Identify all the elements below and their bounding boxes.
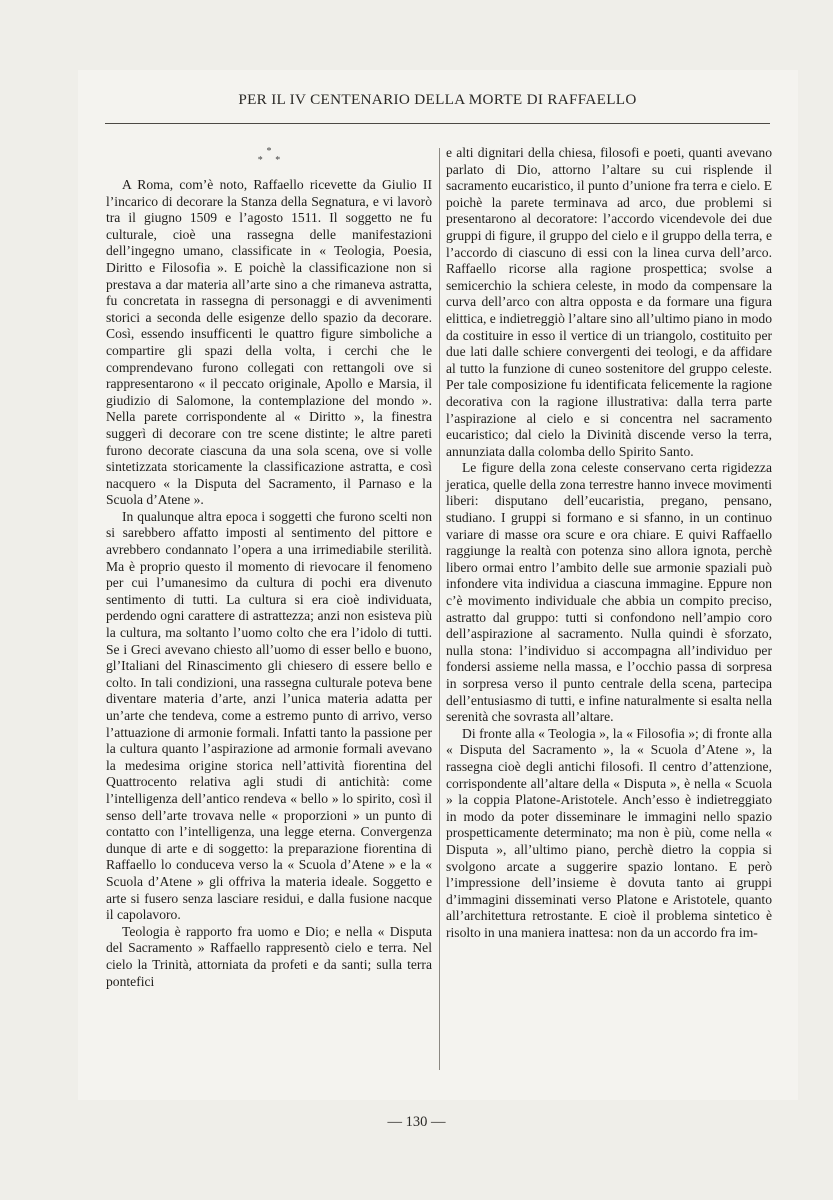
running-title: PER IL IV CENTENARIO DELLA MORTE DI RAFFAELLO (238, 91, 637, 108)
paragraph: Di fronte alla « Teologia », la « Filosofia »; di fronte alla « Disputa del Sacramento », la « Scuola d’Atene », la rassegna cioè degli antichi filosofi. Il centro d’attenzione, corrispondente all’altare della « Disputa », è nella « Scuola » la coppia Platone-Aristotele. Anch’esso è indietreggiato in modo da poter disseminare le immagini nello spazio prospetticamente determinato; ma non è più, come nella « Disputa », all’ultimo piano, perchè dietro la coppia si svolgono arcate a suggerire spazio lontano. E però l’impressione dell’insieme è dovuta tanto ai gruppi d’immagini disseminati verso Platone e Aristotele, quanto all’architettura retrostante. E cioè il problema sintetico è risolto in una maniera inattesa: non da un accordo fra im- (446, 725, 772, 940)
header-rule (105, 123, 770, 124)
paragraph: Teologia è rapporto fra uomo e Dio; e nella « Disputa del Sacramento » Raffaello rappresentò cielo e terra. Nel cielo la Trinità, attorniata da profeti e da santi; sulla terra pontefici (106, 923, 432, 989)
asterism-bottom: * * (257, 155, 281, 166)
paragraph: e alti dignitari della chiesa, filosofi e poeti, quanti avevano parlato di Dio, attorno l’altare su cui risplende il sacramento eucaristico, il punto d’unione fra terra e cielo. E poichè la parete terminava ad arco, due problemi si presentarono al decoratore: l’accordo vicendevole dei due gruppi di figure, il gruppo del cielo e il gruppo della terra, e l’accordo di ciascuno di essi con la linea curva dell’arco. Raffaello ricorse alla ragione prospettica; svolse a semicerchio la schiera celeste, in modo da compensare la curva dell’arco con altra opposta e da formare una figura elittica, e indietreggiò l’altare sino all’ultimo piano in modo da costituire in esso il vertice di un triangolo, costituito per due lati dalle schiere convergenti dei teologi, e da affidare al tutto la funzione di cuneo sostenitore del gruppo celeste. Per tale composizione fu identificata felicemente la ragione decorativa con la ragione illustrativa: dalla terra parte l’aspirazione al cielo e si concentra nel sacramento eucaristico; dal cielo la Divinità discende verso la terra, annunziata dalla colomba dello Spirito Santo. (446, 145, 772, 459)
right-column (446, 145, 772, 942)
asterism-ornament (106, 145, 432, 177)
left-column (106, 145, 432, 990)
paragraph: A Roma, com’è noto, Raffaello ricevette da Giulio II l’incarico di decorare la Stanza della Segnatura, e vi lavorò tra il giugno 1509 e l’agosto 1511. Il soggetto ne fu culturale, cioè una rassegna delle manifestazioni dell’ingegno umano, classificate in « Teologia, Poesia, Diritto e Filosofia ». E poichè la classificazione non si prestava a dar materia all’arte sino a che rimaneva astratta, fu concretata in rassegna di personaggi e di avvenimenti storici a seconda delle esigenze dello spazio da decorare. Così, essendo insufficenti le quattro figure simboliche a compartire gli spazi della volta, i cerchi che le comprendevano furono collegati con rettangoli ove si rappresentarono « il peccato originale, Apollo e Marsia, il giudizio di Salomone, la contemplazione del mondo ». Nella parete corrispondente al « Diritto », la finestra suggerì di decorare con tre scene distinte; le altre pareti furono decorate ciascuna da una sola scena, ove si volle sintetizzata storicamente la classificazione astratta, e così nacquero « la Disputa del Sacramento, il Parnaso e la Scuola d’Atene ». (106, 177, 432, 508)
paragraph: Le figure della zona celeste conservano certa rigidezza jeratica, quelle della zona terrestre hanno invece movimenti liberi: disputano dell’eucaristia, pregano, pensano, studiano. I gruppi si formano e si sfanno, in un continuo variare di masse ora scure e ora chiare. E quivi Raffaello raggiunge la realtà con potenza sino allora ignota, perchè libero ormai entro l’ambito delle sue armonie spaziali può infondere vita individua a ciascuna immagine. Eppure non c’è movimento individuale che abbia un compito preciso, astratto dal gruppo: tutti si confondono nell’ampio coro dell’aspirazione al sacramento. Nulla quindi è sforzato, nulla stona: l’individuo si accompagna all’individuo per fondersi assieme nella massa, e l’occhio passa di sorpresa in sorpresa verso il punto centrale della scena, partecipa dell’entusiasmo di tutti, e infine naturalmente si esalta nella serenità che sovrasta all’altare. (446, 460, 772, 725)
page-number: — 130 — (387, 1114, 446, 1130)
column-divider (439, 148, 440, 1070)
asterism-top: * (266, 146, 272, 157)
paragraph: In qualunque altra epoca i soggetti che furono scelti non si sarebbero affatto imposti al sentimento del pittore e avrebbero condannato l’opera a una irrimediabile sterilità. Ma è proprio questo il momento di rievocare il fenomeno per cui l’umanesimo da cultura di pochi era divenuto sentimento di tutti. La cultura si era cioè individuata, perdendo ogni carattere di astrattezza; anzi non esisteva più la cultura, ma soltanto l’uomo colto che era l’idolo di tutti. Se i Greci avevano chiesto all’uomo di esser bello e buono, gl’Italiani del Rinascimento gli chiesero di essere bello e colto. In tali condizioni, una rassegna culturale poteva bene diventare materia d’arte, anzi l’unica materia adatta per un’arte che tendeva, come a estremo punto di arrivo, verso l’attuazione di armonie formali. Infatti tanto la passione per la cultura quanto l’aspirazione ad armonie formali avevano la medesima origine storica nell’attività fiorentina del Quattrocento relativa agli studi di antichità: come l’intelligenza dell’antico rendeva « bello » lo spirito, così il senso dell’arte trovava nelle « proporzioni » un punto di contatto con l’intelligenza, una legge eterna. Convergenza dunque di arte e di soggetto: la preparazione fiorentina di Raffaello lo conduceva verso la « Scuola d’Atene » e la « Scuola d’Atene » gli offriva la materia ideale. Soggetto e arte si fusero senza lasciare residui, e dalla fusione nacque il capolavoro. (106, 508, 432, 923)
